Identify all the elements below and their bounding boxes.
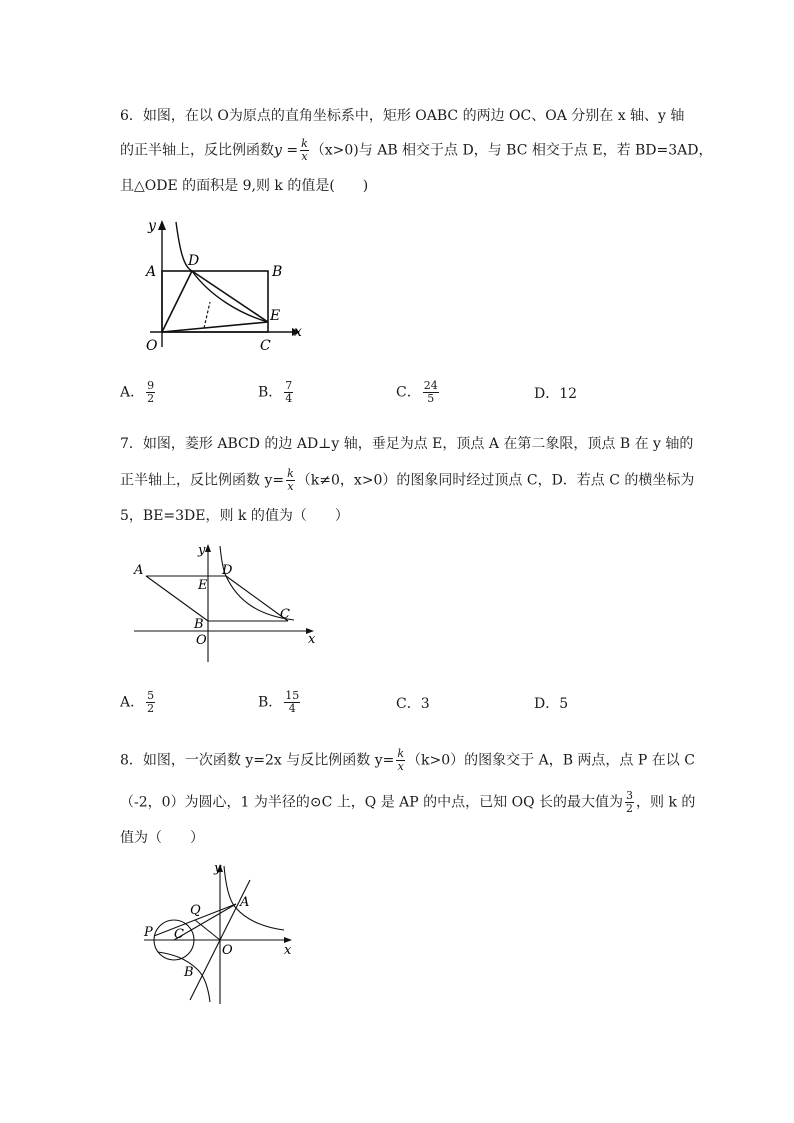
q7-option-b-label: B． — [258, 694, 283, 711]
q7-option-d[interactable] — [534, 694, 568, 714]
q6-line-2-text-a: 的正半轴上，反比例函数 — [120, 142, 274, 159]
q7-label-e: E — [198, 578, 208, 593]
q6-func-y: y = — [274, 142, 299, 159]
q7-option-a-label: A． — [120, 694, 145, 711]
q8-line-1-text-b: （k>0）的图象交于 A，B 两点，点 P 在以 C — [407, 752, 695, 769]
q8-label-c: C — [174, 927, 184, 942]
q6-segment-de — [192, 271, 268, 322]
q6-option-b-den: 4 — [285, 392, 293, 405]
q6-label-c: C — [260, 338, 271, 354]
q7-label-x: x — [308, 632, 316, 647]
q7-option-c-text: 3 — [420, 696, 430, 712]
q8-func-den: x — [397, 760, 404, 773]
q8-line-1-text-a: 8．如图，一次函数 y=2x 与反比例函数 y= — [120, 752, 395, 769]
q6-line-1: 6．如图，在以 O为原点的直角坐标系中，矩形 OABC 的两边 OC、OA 分别在 x 轴、y 轴 — [120, 108, 685, 124]
q7-label-c: C — [280, 607, 290, 622]
q7-option-a-fraction — [146, 690, 155, 715]
q6-func-fraction — [300, 138, 309, 163]
q7-option-c[interactable] — [396, 694, 430, 714]
q6-segment-od — [162, 271, 192, 332]
q8-line-3: 值为（ ） — [120, 830, 204, 846]
q6-option-c-label: C． — [396, 384, 421, 401]
q7-line-2-text-b: （k≠0，x>0）的图象同时经过顶点 C，D．若点 C 的横坐标为 — [296, 472, 695, 489]
q6-func-num: k — [301, 137, 308, 150]
q7-func-fraction — [286, 468, 295, 493]
q6-option-b-fraction — [284, 380, 293, 405]
q6-segment-oe — [162, 322, 268, 332]
q8-label-b: B — [184, 965, 194, 980]
q8-segment-oq — [195, 920, 220, 940]
q7-line-2 — [120, 468, 694, 493]
q7-figure — [130, 540, 325, 665]
q6-line-2 — [120, 138, 713, 163]
q6-option-a[interactable] — [120, 380, 157, 405]
q7-option-b-fraction — [284, 690, 300, 715]
q8-figure — [138, 858, 298, 1008]
q6-dashed-line — [204, 302, 210, 328]
q8-line-2-text-b: ，则 k 的 — [636, 794, 696, 811]
q8-max-den: 2 — [626, 802, 634, 815]
q6-option-d[interactable] — [534, 384, 577, 404]
q7-segment-dc — [226, 576, 288, 621]
q6-option-c-num: 24 — [423, 379, 438, 392]
q7-option-b[interactable] — [258, 690, 302, 715]
q7-option-d-label: D． — [534, 696, 560, 712]
q8-label-q: Q — [190, 903, 201, 918]
q8-func-fraction — [396, 748, 405, 773]
q7-option-a-den: 2 — [147, 702, 155, 715]
q6-option-a-fraction — [146, 380, 155, 405]
q7-option-b-den: 4 — [288, 702, 296, 715]
q7-option-a-num: 5 — [147, 689, 155, 702]
q7-option-d-text: 5 — [559, 696, 569, 712]
q6-option-b[interactable] — [258, 380, 295, 405]
q6-func-den: x — [301, 150, 308, 163]
q8-label-y: y — [214, 861, 222, 876]
q7-option-b-num: 15 — [285, 689, 300, 702]
q7-line-2-text-a: 正半轴上，反比例函数 y= — [120, 472, 285, 489]
q6-label-e: E — [270, 308, 281, 324]
q6-option-c-den: 5 — [427, 392, 435, 405]
q6-label-d: D — [188, 253, 200, 269]
q6-option-d-label: D． — [534, 386, 560, 402]
q6-label-b: B — [272, 264, 283, 280]
q6-label-y: y — [148, 218, 156, 234]
q8-line-2 — [120, 790, 695, 815]
q8-line-2-text-a: （-2，0）为圆心，1 为半径的⊙C 上，Q 是 AP 的中点，已知 OQ 长的最大值为 — [120, 794, 624, 811]
q8-line-1 — [120, 748, 695, 773]
q8-label-x: x — [284, 943, 292, 958]
q7-line-3: 5，BE=3DE，则 k 的值为（ ） — [120, 508, 349, 524]
q6-label-a: A — [146, 264, 157, 280]
q7-label-d: D — [222, 563, 233, 578]
q6-option-a-den: 2 — [147, 392, 155, 405]
q7-label-y: y — [198, 543, 206, 558]
q8-max-fraction — [625, 790, 634, 815]
q7-y-arrow — [205, 544, 211, 552]
q7-func-den: x — [287, 480, 294, 493]
q7-label-a: A — [134, 563, 144, 578]
q8-label-o: O — [222, 943, 233, 958]
q6-option-b-label: B． — [258, 384, 283, 401]
q6-label-o: O — [146, 338, 158, 354]
q7-label-o: O — [196, 633, 207, 648]
q6-line-3: 且△ODE 的面积是 9,则 k 的值是( ) — [120, 178, 369, 194]
q6-option-a-num: 9 — [147, 379, 155, 392]
q6-figure — [140, 212, 310, 357]
q6-label-x: x — [294, 324, 302, 340]
q7-func-num: k — [287, 467, 294, 480]
q8-hyperbola-branch-1 — [224, 866, 284, 930]
q6-option-d-text: 12 — [559, 386, 578, 402]
q6-line-2-text-b: （x>0)与 AB 相交于点 D，与 BC 相交于点 E，若 BD=3AD， — [310, 142, 713, 159]
q6-option-b-num: 7 — [285, 379, 293, 392]
q6-hyperbola — [176, 222, 268, 322]
q8-label-p: P — [144, 925, 153, 940]
q6-option-a-label: A． — [120, 384, 145, 401]
q6-option-c-fraction — [423, 380, 439, 405]
q7-line-1: 7．如图，菱形 ABCD 的边 AD⊥y 轴，垂足为点 E，顶点 A 在第二象限，顶点 B 在 y 轴的 — [120, 436, 694, 452]
q8-label-a: A — [240, 895, 250, 910]
q8-max-num: 3 — [626, 789, 634, 802]
q7-label-b: B — [194, 617, 204, 632]
q7-option-c-label: C． — [396, 696, 421, 712]
q8-func-num: k — [397, 747, 405, 760]
q6-y-arrow — [158, 220, 166, 230]
q7-option-a[interactable] — [120, 690, 157, 715]
q6-option-c[interactable] — [396, 380, 441, 405]
